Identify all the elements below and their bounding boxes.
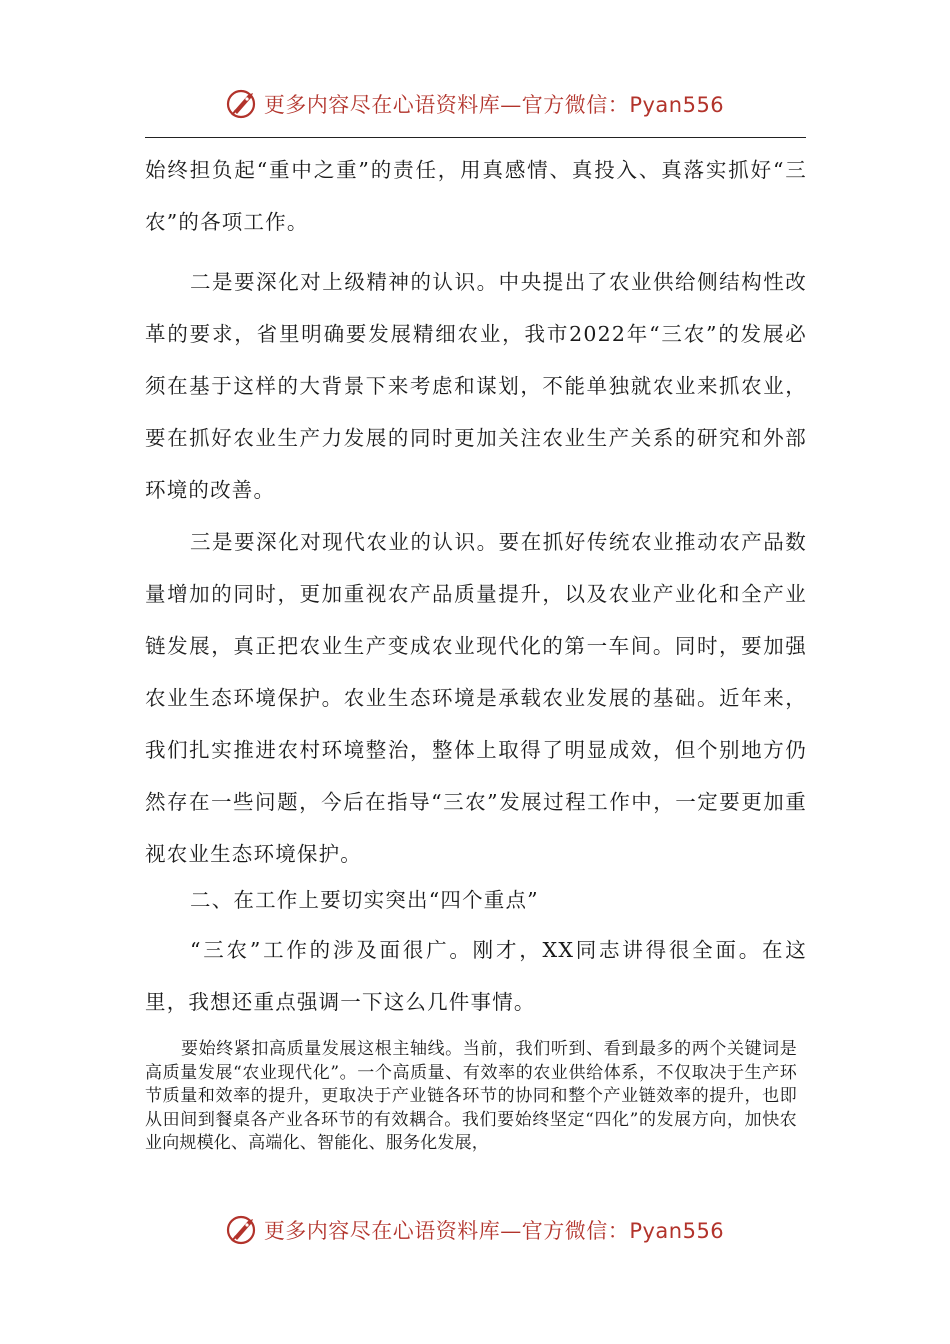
pen-logo-icon <box>226 1213 260 1247</box>
paragraph-3: 三是要深化对现代农业的认识。要在抓好传统农业推动农产品数量增加的同时，更加重视农产品质量提升，以及农业产业化和全产业链发展，真正把农业生产变成农业现代化的第一车间。同时，要加强农业生态环境保护。农业生态环境是承载农业发展的基础。近年来，我们扎实推进农村环境整治，整体上取得了明显成效，但个别地方仍然存在一些问题，今后在指导“三农”发展过程工作中，一定要更加重视农业生态环境保护。 <box>145 530 807 866</box>
paragraph-5: “三农”工作的涉及面很广。刚才，XX同志讲得很全面。在这里，我想还重点强调一下这么几件事情。 <box>145 938 807 1014</box>
section-heading: 二、在工作上要切实突出“四个重点” <box>190 888 539 912</box>
header-banner <box>0 82 950 126</box>
pen-logo-icon <box>226 87 260 121</box>
footer-banner <box>0 1208 950 1252</box>
header-wechat-id: Pyan556 <box>629 93 725 117</box>
header-banner-text: 更多内容尽在心语资料库—官方微信：Pyan556 <box>263 93 725 117</box>
footer-wechat-id: Pyan556 <box>629 1219 725 1243</box>
paragraph-2: 二是要深化对上级精神的认识。中央提出了农业供给侧结构性改革的要求，省里明确要发展精细农业，我市2022年“三农”的发展必须在基于这样的大背景下来考虑和谋划，不能单独就农业来抓农业，要在抓好农业生产力发展的同时更加关注农业生产关系的研究和外部环境的改善。 <box>145 270 807 502</box>
header-divider <box>145 137 806 138</box>
footer-banner-text: 更多内容尽在心语资料库—官方微信：Pyan556 <box>263 1219 725 1243</box>
paragraph-6: 要始终紧扣高质量发展这根主轴线。当前，我们听到、看到最多的两个关键词是高质量发展“农业现代化”。一个高质量、有效率的农业供给体系，不仅取决于生产环节质量和效率的提升，更取决于产业链各环节的协同和整个产业链效率的提升，也即从田间到餐桌各产业各环节的有效耦合。我们要始终坚定“四化”的发展方向，加快农业向规模化、高端化、智能化、服务化发展， <box>145 1039 797 1153</box>
paragraph-1: 始终担负起“重中之重”的责任，用真感情、真投入、真落实抓好“三农”的各项工作。 <box>145 158 807 234</box>
